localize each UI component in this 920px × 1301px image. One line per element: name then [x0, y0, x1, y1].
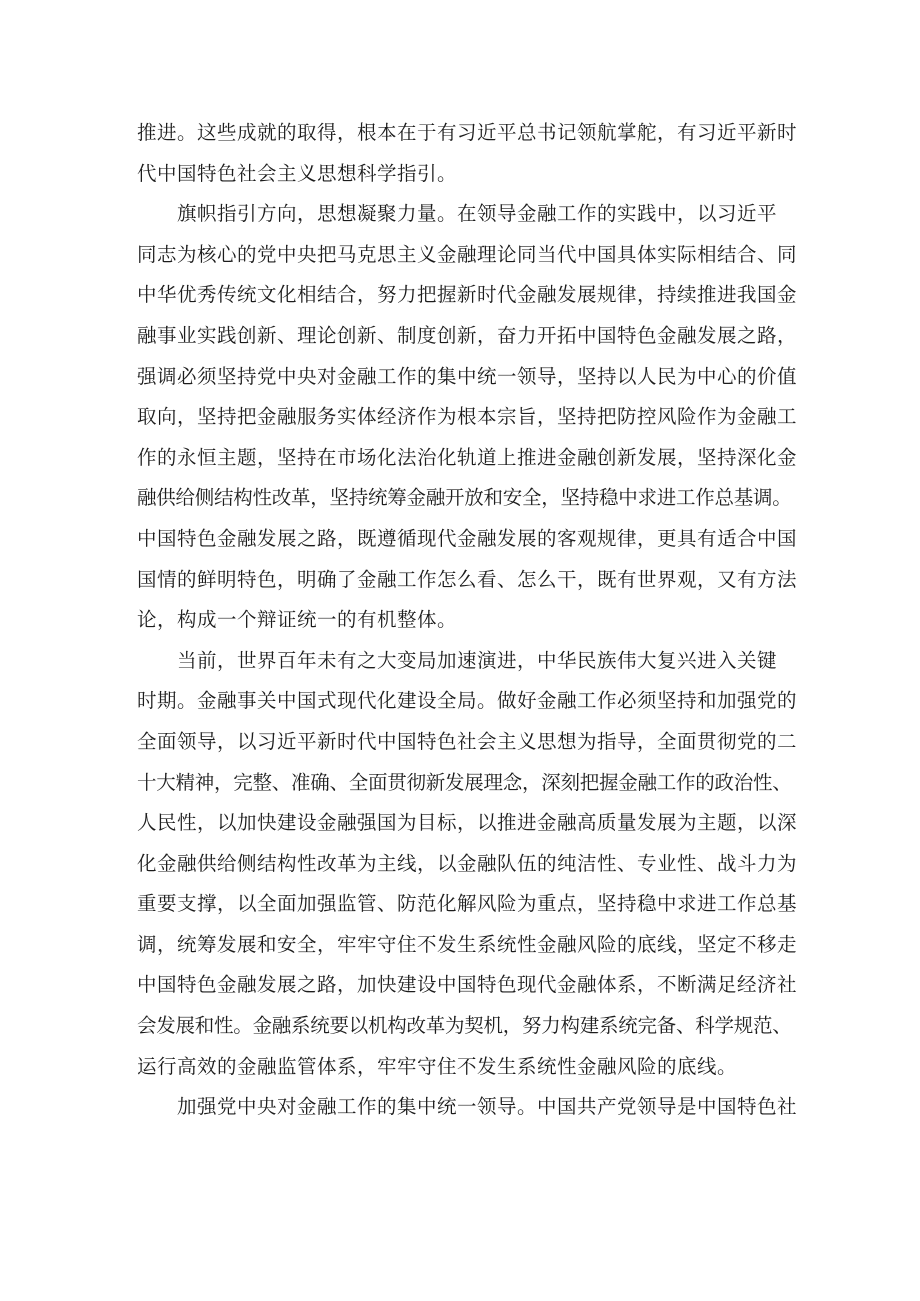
text-line: 调，统筹发展和安全，牢牢守住不发生系统性金融风险的底线，坚定不移走: [137, 932, 797, 956]
text-line: 取向，坚持把金融服务实体经济作为根本宗旨，坚持把防控风险作为金融工: [137, 405, 797, 429]
text-line: 加强党中央对金融工作的集中统一领导。中国共产党领导是中国特色社: [177, 1095, 797, 1119]
paragraph-3: [137, 641, 797, 1088]
text-line: 国情的鲜明特色，明确了金融工作怎么看、怎么干，既有世界观，又有方法: [137, 567, 797, 591]
paragraph-2: [137, 194, 797, 641]
text-line: 论，构成一个辩证统一的有机整体。: [137, 608, 458, 632]
text-line: 当前，世界百年未有之大变局加速演进，中华民族伟大复兴进入关键: [177, 648, 778, 672]
text-line: 运行高效的金融监管体系，牢牢守住不发生系统性金融风险的底线。: [137, 1054, 738, 1078]
text-line: 重要支撑，以全面加强监管、防范化解风险为重点，坚持稳中求进工作总基: [137, 892, 797, 916]
text-line: 中华优秀传统文化相结合，努力把握新时代金融发展规律，持续推进我国金: [137, 283, 797, 307]
text-line: 同志为核心的党中央把马克思主义金融理论同当代中国具体实际相结合、同: [137, 242, 797, 266]
text-line: 全面领导，以习近平新时代中国特色社会主义思想为指导，全面贯彻党的二: [137, 729, 797, 753]
text-line: 融事业实践创新、理论创新、制度创新，奋力开拓中国特色金融发展之路，: [137, 323, 797, 347]
text-line: 中国特色金融发展之路，加快建设中国特色现代金融体系，不断满足经济社: [137, 973, 797, 997]
text-line: 十大精神，完整、准确、全面贯彻新发展理念，深刻把握金融工作的政治性、: [137, 770, 792, 794]
text-line: 作的永恒主题，坚持在市场化法治化轨道上推进金融创新发展，坚持深化金: [137, 445, 797, 469]
document-body: [137, 113, 797, 1128]
text-line: 人民性，以加快建设金融强国为目标，以推进金融高质量发展为主题，以深: [137, 811, 797, 835]
text-line: 推进。这些成就的取得，根本在于有习近平总书记领航掌舵，有习近平新时: [137, 121, 797, 144]
text-line: 强调必须坚持党中央对金融工作的集中统一领导，坚持以人民为中心的价值: [137, 364, 797, 388]
text-line: 时期。金融事关中国式现代化建设全局。做好金融工作必须坚持和加强党的: [137, 689, 797, 713]
text-line: 代中国特色社会主义思想科学指引。: [137, 161, 458, 185]
text-line: 会发展和性。金融系统要以机构改革为契机，努力构建系统完备、科学规范、: [137, 1014, 792, 1038]
text-line: 融供给侧结构性改革，坚持统筹金融开放和安全，坚持稳中求进工作总基调。: [137, 486, 792, 510]
text-line: 旗帜指引方向，思想凝聚力量。在领导金融工作的实践中，以习近平: [177, 202, 778, 226]
paragraph-1: [137, 113, 797, 194]
text-line: 化金融供给侧结构性改革为主线，以金融队伍的纯洁性、专业性、战斗力为: [137, 851, 797, 875]
text-line: 中国特色金融发展之路，既遵循现代金融发展的客观规律，更具有适合中国: [137, 526, 797, 550]
paragraph-4: [137, 1087, 797, 1128]
